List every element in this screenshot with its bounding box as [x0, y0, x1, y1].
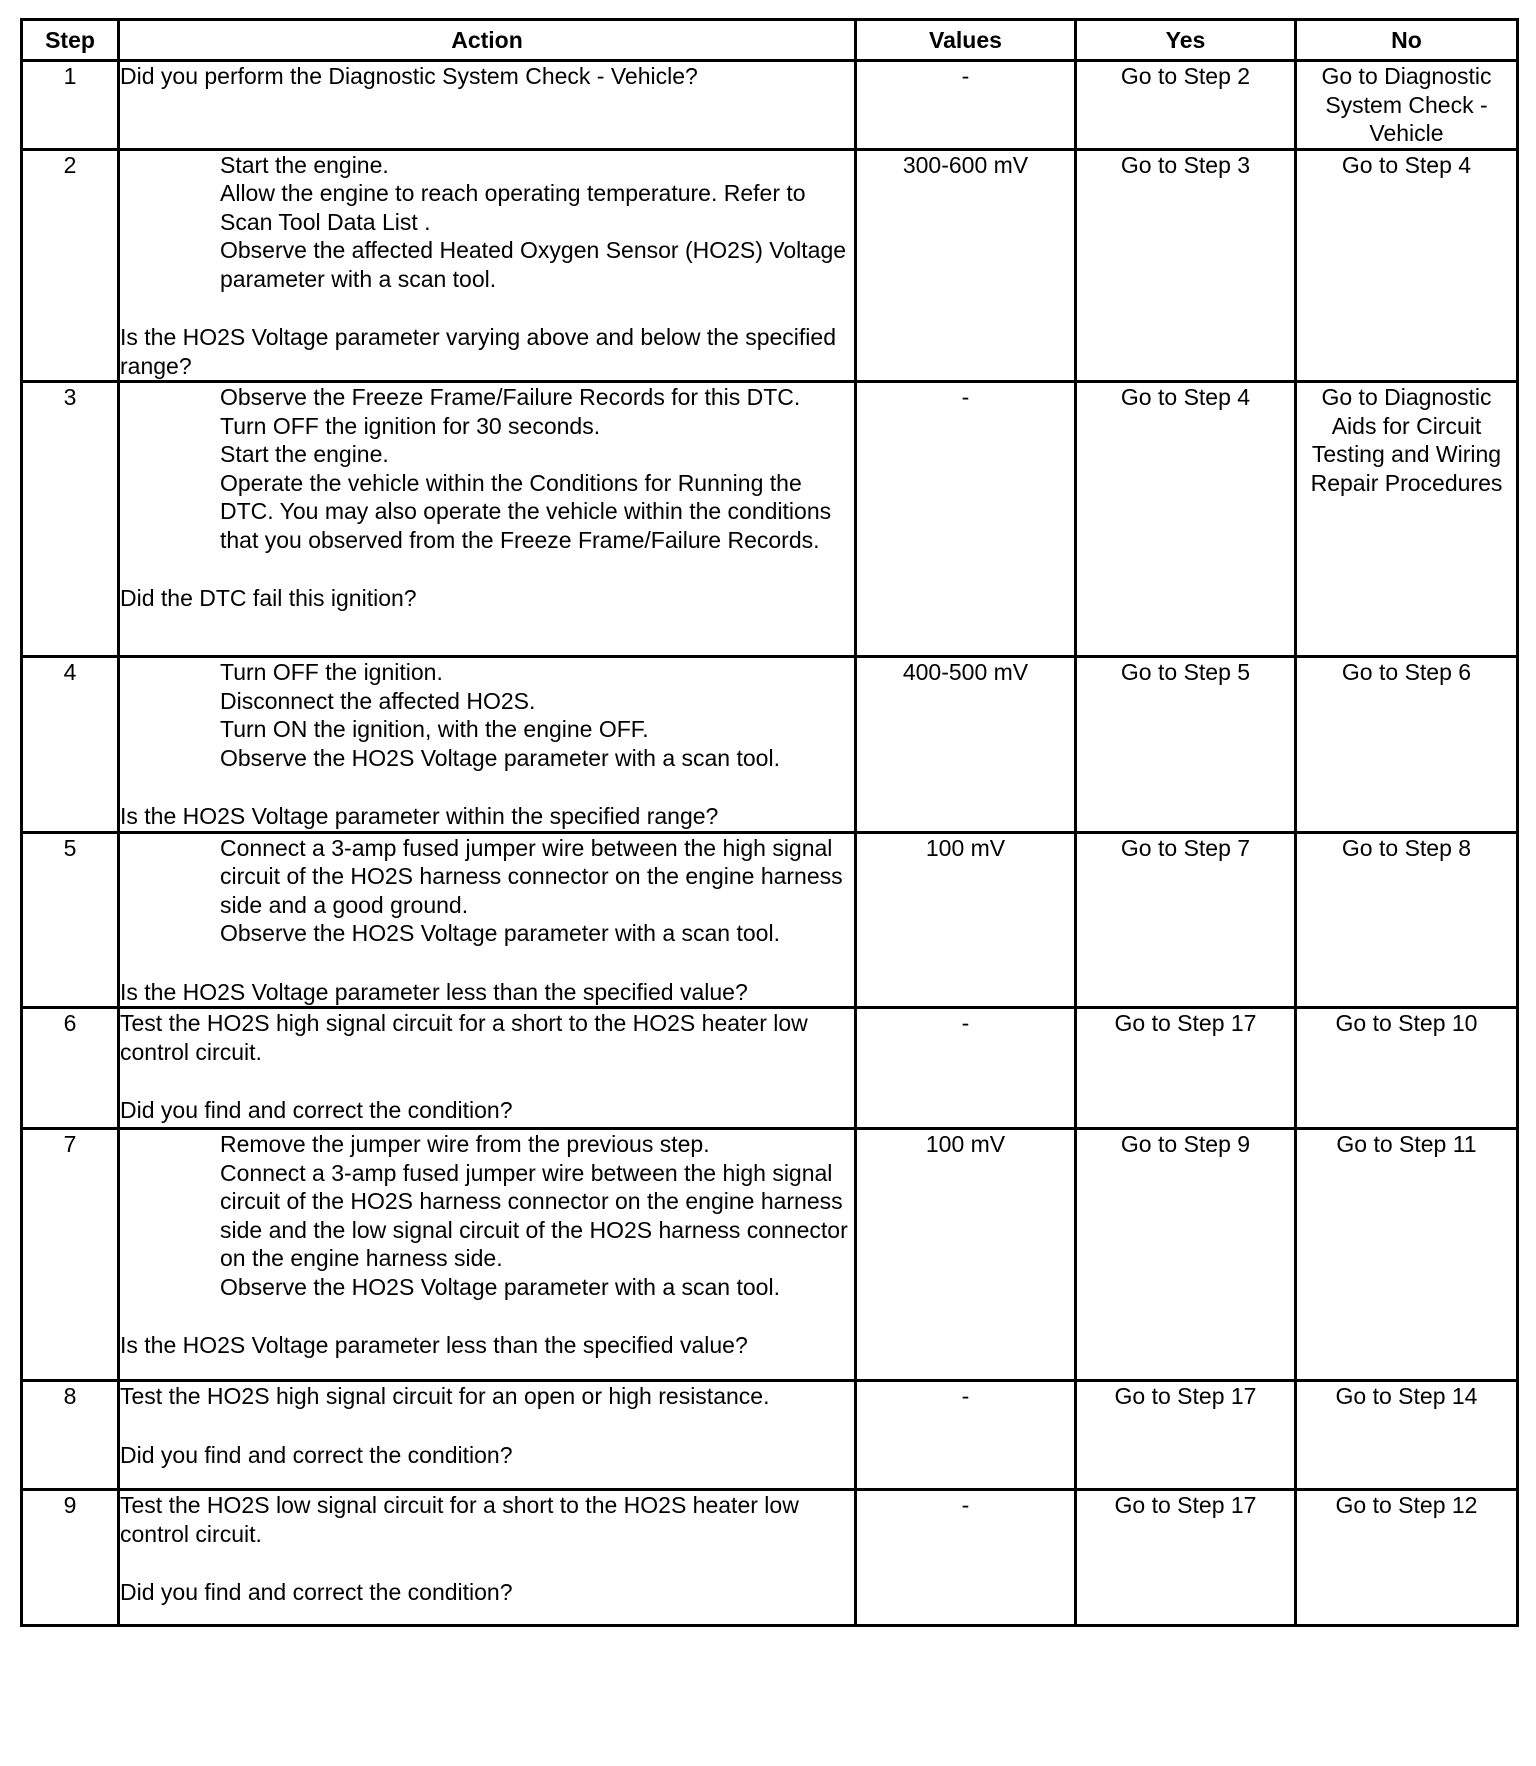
- action-question: Is the HO2S Voltage parameter within the specified range?: [120, 803, 719, 829]
- action-step: Turn ON the ignition, with the engine OFF.: [220, 716, 649, 742]
- action-step: Turn OFF the ignition for 30 seconds.: [220, 412, 601, 439]
- action-text: Test the HO2S low signal circuit for a short to the HO2S heater low control circuit.: [120, 1492, 799, 1547]
- no-cell: Go to Step 14: [1296, 1381, 1518, 1490]
- step-number: 6: [22, 1008, 119, 1129]
- action-cell: [119, 832, 856, 1008]
- action-step: Operate the vehicle within the Conditions for Running the DTC. You may also operate the vehicle within the conditions that you observed from the Freeze Frame/Failure Records.: [220, 469, 832, 553]
- values-cell: -: [856, 61, 1076, 150]
- action-step: Allow the engine to reach operating temperature. Refer to Scan Tool Data List .: [220, 180, 806, 235]
- action-step: Observe the Freeze Frame/Failure Records for this DTC.: [220, 384, 801, 410]
- action-cell: [119, 1008, 856, 1129]
- no-cell: Go to Step 12: [1296, 1490, 1518, 1626]
- action-question: Is the HO2S Voltage parameter less than the specified value?: [120, 1332, 748, 1358]
- action-step: Disconnect the affected HO2S.: [220, 687, 536, 714]
- values-cell: -: [856, 382, 1076, 657]
- action-step: Observe the HO2S Voltage parameter with a scan tool.: [220, 744, 780, 771]
- table-row: [22, 61, 1518, 150]
- yes-cell: Go to Step 2: [1076, 61, 1296, 150]
- no-cell: Go to Step 4: [1296, 149, 1518, 382]
- yes-cell: Go to Step 9: [1076, 1129, 1296, 1381]
- table-row: [22, 382, 1518, 657]
- no-cell: Go to Step 11: [1296, 1129, 1518, 1381]
- action-step: Start the engine.: [220, 151, 389, 178]
- no-cell: Go to Diagnostic System Check - Vehicle: [1296, 61, 1518, 150]
- action-text: Test the HO2S high signal circuit for a short to the HO2S heater low control circuit.: [120, 1010, 808, 1065]
- table-row: [22, 1490, 1518, 1626]
- action-text: Did you perform the Diagnostic System Check - Vehicle?: [120, 63, 698, 89]
- values-cell: -: [856, 1490, 1076, 1626]
- step-number: 5: [22, 832, 119, 1008]
- action-cell: [119, 1490, 856, 1626]
- header-action: Action: [119, 20, 856, 61]
- yes-cell: Go to Step 4: [1076, 382, 1296, 657]
- action-step: Connect a 3-amp fused jumper wire between the high signal circuit of the HO2S harness connector on the engine harness side and the low signal circuit of the HO2S harness connector on the engine harness side.: [220, 1159, 848, 1271]
- header-yes: Yes: [1076, 20, 1296, 61]
- step-number: 4: [22, 657, 119, 833]
- table-row: [22, 832, 1518, 1008]
- yes-cell: Go to Step 7: [1076, 832, 1296, 1008]
- values-cell: 100 mV: [856, 1129, 1076, 1381]
- action-question: Is the HO2S Voltage parameter less than the specified value?: [120, 978, 748, 1005]
- table-row: [22, 1129, 1518, 1381]
- action-text: Test the HO2S high signal circuit for an open or high resistance.: [120, 1383, 770, 1409]
- action-steps: [120, 1130, 854, 1301]
- yes-cell: Go to Step 3: [1076, 149, 1296, 382]
- action-question: Did you find and correct the condition?: [120, 1097, 513, 1123]
- values-cell: -: [856, 1381, 1076, 1490]
- action-question: Did the DTC fail this ignition?: [120, 585, 417, 611]
- step-number: 2: [22, 149, 119, 382]
- action-steps: [120, 151, 854, 294]
- yes-cell: Go to Step 17: [1076, 1381, 1296, 1490]
- action-cell: [119, 1129, 856, 1381]
- action-step: Observe the HO2S Voltage parameter with a scan tool.: [220, 920, 780, 946]
- header-step: Step: [22, 20, 119, 61]
- action-cell: [119, 1381, 856, 1490]
- action-steps: [120, 834, 854, 948]
- diagnostic-table: [20, 18, 1519, 1627]
- action-step: Remove the jumper wire from the previous step.: [220, 1131, 710, 1157]
- action-step: Turn OFF the ignition.: [220, 659, 443, 685]
- action-cell: [119, 149, 856, 382]
- step-number: 3: [22, 382, 119, 657]
- header-values: Values: [856, 20, 1076, 61]
- table-row: [22, 149, 1518, 382]
- values-cell: 100 mV: [856, 832, 1076, 1008]
- action-steps: [120, 383, 854, 554]
- step-number: 1: [22, 61, 119, 150]
- header-no: No: [1296, 20, 1518, 61]
- step-number: 7: [22, 1129, 119, 1381]
- step-number: 9: [22, 1490, 119, 1626]
- action-step: Observe the affected Heated Oxygen Sensor (HO2S) Voltage parameter with a scan tool.: [220, 237, 847, 292]
- action-cell: [119, 657, 856, 833]
- yes-cell: Go to Step 17: [1076, 1008, 1296, 1129]
- no-cell: Go to Diagnostic Aids for Circuit Testing and Wiring Repair Procedures: [1296, 382, 1518, 657]
- action-cell: [119, 61, 856, 150]
- step-number: 8: [22, 1381, 119, 1490]
- no-cell: Go to Step 10: [1296, 1008, 1518, 1129]
- table-row: [22, 1008, 1518, 1129]
- values-cell: -: [856, 1008, 1076, 1129]
- table-row: [22, 1381, 1518, 1490]
- values-cell: 300-600 mV: [856, 149, 1076, 382]
- action-step: Observe the HO2S Voltage parameter with a scan tool.: [220, 1273, 780, 1300]
- no-cell: Go to Step 6: [1296, 657, 1518, 833]
- action-step: Connect a 3-amp fused jumper wire between the high signal circuit of the HO2S harness connector on the engine harness side and a good ground.: [220, 834, 843, 918]
- action-steps: [120, 658, 854, 772]
- header-row: [22, 20, 1518, 61]
- values-cell: 400-500 mV: [856, 657, 1076, 833]
- yes-cell: Go to Step 17: [1076, 1490, 1296, 1626]
- action-question: Did you find and correct the condition?: [120, 1579, 513, 1605]
- yes-cell: Go to Step 5: [1076, 657, 1296, 833]
- table-row: [22, 657, 1518, 833]
- action-question: Is the HO2S Voltage parameter varying above and below the specified range?: [120, 324, 836, 379]
- action-cell: [119, 382, 856, 657]
- no-cell: Go to Step 8: [1296, 832, 1518, 1008]
- action-step: Start the engine.: [220, 441, 389, 467]
- action-question: Did you find and correct the condition?: [120, 1441, 513, 1468]
